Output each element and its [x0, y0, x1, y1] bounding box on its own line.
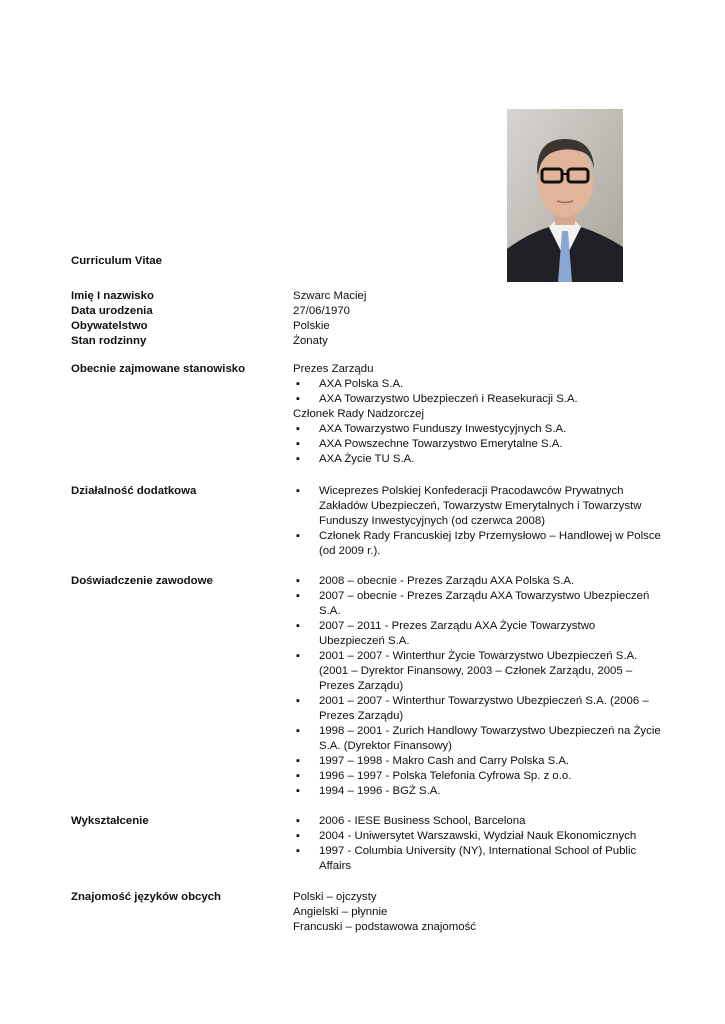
list-item: ▪ 2006 - IESE Business School, Barcelona [293, 814, 663, 829]
section-label: Działalność dodatkowa [71, 485, 197, 497]
language-item: Francuski – podstawowa znajomość [293, 921, 476, 933]
field-label: Stan rodzinny [71, 335, 147, 347]
list-item: ▪ 2001 – 2007 - Winterthur Towarzystwo Ubezpieczeń S.A. (2006 – Prezes Zarządu) [293, 694, 663, 724]
section-label: Znajomość języków obcych [71, 891, 222, 903]
activity-list [293, 484, 663, 559]
document-title: Curriculum Vitae [71, 255, 162, 267]
list-item: ▪ 2007 – 2011 - Prezes Zarządu AXA Życie Towarzystwo Ubezpieczeń S.A. [293, 619, 663, 649]
section-label: Wykształcenie [71, 815, 149, 827]
list-item: ▪ AXA Życie TU S.A. [293, 452, 663, 467]
language-item: Polski – ojczysty [293, 891, 377, 903]
portrait-photo [507, 109, 623, 282]
language-item: Angielski – płynnie [293, 906, 388, 918]
section-content [293, 362, 663, 467]
personal-row [71, 304, 671, 319]
personal-section [71, 289, 671, 349]
list-item: ▪ 2007 – obecnie - Prezes Zarządu AXA Towarzystwo Ubezpieczeń S.A. [293, 589, 663, 619]
field-value: Polskie [293, 320, 330, 332]
section-content [293, 484, 663, 559]
list-item: ▪ 2001 – 2007 - Winterthur Życie Towarzystwo Ubezpieczeń S.A. (2001 – Dyrektor Finansowy, 2003 – Członek Zarządu, 2005 – Prezes Zarządu) [293, 649, 663, 694]
personal-row [71, 334, 671, 349]
role-title: Członek Rady Nadzorczej [293, 408, 425, 420]
role-companies-list [293, 422, 663, 467]
section-content [293, 814, 663, 874]
field-value: 27/06/1970 [293, 305, 351, 317]
role-title: Prezes Zarządu [293, 363, 374, 375]
list-item: ▪ 2004 - Uniwersytet Warszawski, Wydział Nauk Ekonomicznych [293, 829, 663, 844]
list-item: ▪ 1998 – 2001 - Zurich Handlowy Towarzystwo Ubezpieczeń na Życie S.A. (Dyrektor Finansowy) [293, 724, 663, 754]
field-value: Szwarc Maciej [293, 290, 367, 302]
field-label: Imię I nazwisko [71, 290, 154, 302]
personal-row [71, 289, 671, 304]
list-item: ▪ Wiceprezes Polskiej Konfederacji Pracodawców Prywatnych Zakładów Ubezpieczeń, Towarzystw Emerytalnych i Towarzystw Funduszy Inwestycyjnych (od czerwca 2008) [293, 484, 663, 529]
field-label: Obywatelstwo [71, 320, 148, 332]
personal-row [71, 319, 671, 334]
list-item: ▪ AXA Towarzystwo Ubezpieczeń i Reasekuracji S.A. [293, 392, 663, 407]
role-companies-list [293, 377, 663, 407]
list-item: ▪ 1996 – 1997 - Polska Telefonia Cyfrowa Sp. z o.o. [293, 769, 663, 784]
list-item: ▪ 2008 – obecnie - Prezes Zarządu AXA Polska S.A. [293, 574, 663, 589]
section-content [293, 890, 663, 935]
list-item: ▪ 1997 - Columbia University (NY), International School of Public Affairs [293, 844, 663, 874]
list-item: ▪ AXA Powszechne Towarzystwo Emerytalne S.A. [293, 437, 663, 452]
section-content [293, 574, 663, 799]
field-value: Żonaty [293, 335, 328, 347]
list-item: ▪ 1994 – 1996 - BGŻ S.A. [293, 784, 663, 799]
section-label: Obecnie zajmowane stanowisko [71, 363, 246, 375]
field-label: Data urodzenia [71, 305, 153, 317]
list-item: ▪ Członek Rady Francuskiej Izby Przemysłowo – Handlowej w Polsce (od 2009 r.). [293, 529, 663, 559]
section-label: Doświadczenie zawodowe [71, 575, 213, 587]
list-item: ▪ AXA Polska S.A. [293, 377, 663, 392]
experience-list [293, 574, 663, 799]
list-item: ▪ 1997 – 1998 - Makro Cash and Carry Polska S.A. [293, 754, 663, 769]
list-item: ▪ AXA Towarzystwo Funduszy Inwestycyjnych S.A. [293, 422, 663, 437]
education-list [293, 814, 663, 874]
